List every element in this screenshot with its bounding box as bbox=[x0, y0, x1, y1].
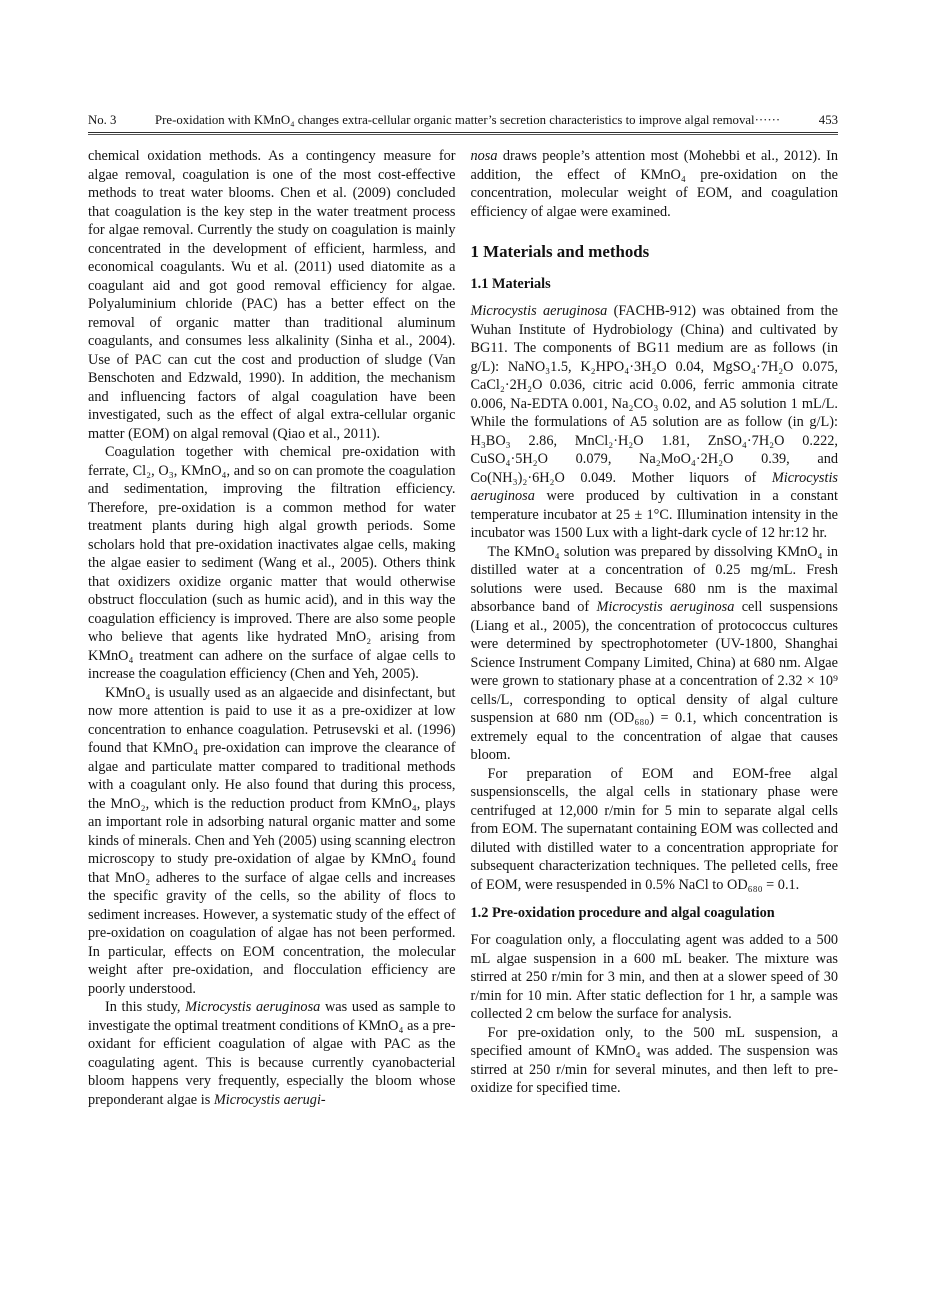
text-run: (FACHB-912) was obtained from the Wuhan Institute of Hydrobiology (China) and cultivated by BG11. The components of BG11 medium are as follows (in g/L): NaNO₃1.5, K₂HPO₄·3H₂O 0.04, MgSO₄·7H₂O 0.075, CaCl₂·2H₂O 0.036, citric acid 0.006, ferric ammonia citrate 0.006, Na-EDTA 0.001, Na₂CO₃ 0.02, and A5 solution 1 mL/L. While the formulations of A5 solution are as follow (in g/L): H₃BO₃ 2.86, MnCl₂·H₂O 1.81, ZnSO₄·7H₂O 0.222, CuSO₄·5H₂O 0.079, Na₂MoO₄·2H₂O 0.39, and Co(NH₃)₂·6H₂O 0.049. Mother liquors of bbox=[470, 303, 838, 486]
paragraph bbox=[471, 302, 839, 543]
text-run: For pre-oxidation only, to the 500 mL suspension, a specified amount of KMnO₄ was added. The suspension was stirred at 250 r/min for several minutes, and then left to pre-oxidize for specified time. bbox=[470, 1024, 838, 1096]
paragraph bbox=[88, 998, 456, 1109]
issue-number: No. 3 bbox=[88, 113, 117, 127]
text-run: cell suspensions (Liang et al., 2005), the concentration of protococcus cultures were determined by spectrophotometer (UV-1800, Shanghai Science Instrument Company Limited, China) at 680 nm. Algae were grown to stationary phase at a concentration of 2.32 × 10⁹ cells/L, corresponding to optical density of algal culture suspension at 680 nm (OD₆₈₀) = 0.1, which concentration is extremely equal to the concentration of algae that causes bloom. bbox=[470, 599, 838, 763]
italic-species-name: Microcystis aeruginosa bbox=[470, 303, 608, 319]
paragraph bbox=[471, 765, 839, 895]
text-run: chemical oxidation methods. As a contingency measure for algae removal, coagulation is one of the most cost-effective methods to treat water blooms. Chen et al. (2009) concluded that coagulation is the key step in the water treatment process for algae removal. Currently the study on coagulation is mainly concentrated in the development of efficient, harmless, and economical coagulants. Wu et al. (2011) used diatomite as a coagulant aid and got good removal efficiency for algae. Polyaluminium chloride (PAC) has a better effect on the removal of organic matter than traditional aluminum coagulants, and consumes less alkalinity (Sinha et al., 2004). Use of PAC can cut the cost and production of sludge (Van Benschoten and Edzwald, 1990). In addition, the mechanism and influencing factors of algal coagulation have been investigated, such as the effect of algal extra-cellular organic matter (EOM) on algal removal (Qiao et al., 2011). bbox=[88, 148, 456, 442]
italic-species-name: Microcystis aeruginosa bbox=[470, 469, 838, 504]
page-number: 453 bbox=[818, 113, 838, 127]
left-column bbox=[88, 147, 456, 1109]
paragraph bbox=[471, 1024, 839, 1098]
text-run: were produced by cultivation in a constant temperature incubator at 25 ± 1°C. Illumination intensity in the incubator was 1500 Lux with a light-dark cycle of 12 hr:12 hr. bbox=[470, 488, 838, 541]
text-run: Coagulation together with chemical pre-oxidation with ferrate, Cl₂, O₃, KMnO₄, and so on can promote the coagulation and sedimentation, improving the filtration efficiency. Therefore, pre-oxidation is a common method for water treatment plants during high algal growth periods. Some scholars hold that pre-oxidation inactivates algae cells, making the algae easier to sediment (Wang et al., 2005). Others think that oxidizers oxidize organic matter that would otherwise obstruct flocculation (such as humic acid), and in this way the coagulation efficiency is improved. There are also some people who believe that agents like hydrated MnO₂ arising from KMnO₄ treatment can adhere on the surface of algae cells to increase the coagulation efficiency (Chen and Yeh, 2005). bbox=[88, 444, 456, 682]
running-title: Pre-oxidation with KMnO₄ changes extra-cellular organic matter’s secretion characteristics to improve algal removal······ bbox=[155, 113, 781, 127]
paragraph bbox=[471, 147, 839, 221]
text-run: For preparation of EOM and EOM-free algal suspensionscells, the algal cells in stationary phase were centrifuged at 12,000 r/min for 5 min to separate algal cells from EOM. The supernatant containing EOM was collected and diluted with distilled water to a concentration appropriate for subsequent characterization techniques. The pelleted cells, free of EOM, were resuspended in 0.5% NaCl to OD₆₈₀ = 0.1. bbox=[470, 765, 838, 893]
text-run: For coagulation only, a flocculating agent was added to a 500 mL algae suspension in a 600 mL beaker. The mixture was stirred at 250 r/min for 3 min, and then at a slower speed of 30 r/min for 10 min. After static deflection for 1 hr, a sample was collected 2 cm below the surface for analysis. bbox=[470, 932, 838, 1022]
italic-species-name: nosa bbox=[470, 148, 498, 164]
text-run: In this study, bbox=[105, 999, 186, 1015]
italic-species-name: Microcystis aeruginosa bbox=[185, 999, 321, 1015]
right-column bbox=[471, 147, 839, 1109]
running-header bbox=[88, 113, 838, 128]
italic-species-name: Microcystis aerugi- bbox=[213, 1091, 326, 1108]
text-run: KMnO₄ is usually used as an algaecide and disinfectant, but now more attention is paid to use it as a pre-oxidizer at low concentration to enhance coagulation. Petrusevski et al. (1996) found that KMnO₄ pre-oxidation can improve the clearance of algae and particulate matter compared to traditional methods with a coagulant only. He also found that during this process, the MnO₂, which is the reduction product from KMnO₄, plays an important role in adsorbing natural organic matter and some kinds of minerals. Chen and Yeh (2005) using scanning electron microscopy to study pre-oxidation of algae by KMnO₄ found that MnO₂ adheres to the surface of algae cells and increases the specific gravity of the cells, so the ability of flocs to sediment increases. However, a systematic study of the effect of pre-oxidation on coagulation of algae has not been performed. In particular, effects on EOM concentration, the molecular weight after pre-oxidation, and flocculation efficiency are poorly understood. bbox=[88, 684, 456, 997]
paragraph bbox=[471, 931, 839, 1024]
subsection-heading: 1.2 Pre-oxidation procedure and algal coagulation bbox=[470, 905, 775, 921]
paragraph bbox=[88, 443, 456, 684]
paragraph bbox=[471, 543, 839, 765]
text-run: draws people’s attention most (Mohebbi et al., 2012). In addition, the effect of KMnO₄ pre-oxidation on the concentration, molecular weight of EOM, and coagulation efficiency of algae were examined. bbox=[470, 148, 838, 220]
section-heading: 1 Materials and methods bbox=[470, 242, 650, 261]
italic-species-name: Microcystis aeruginosa bbox=[596, 599, 735, 615]
text-run: The KMnO₄ solution was prepared by dissolving KMnO₄ in distilled water at a concentration of 0.25 mg/mL. Fresh solutions were used. Because 680 nm is the maximal absorbance band of bbox=[470, 543, 838, 615]
paragraph bbox=[88, 147, 456, 443]
header-rule bbox=[88, 132, 838, 135]
two-column-body bbox=[88, 147, 838, 1109]
subsection-heading: 1.1 Materials bbox=[470, 276, 551, 292]
paragraph bbox=[88, 684, 456, 999]
text-run: was used as sample to investigate the optimal treatment conditions of KMnO₄ as a pre-oxidant for efficient coagulation of algae with PAC as the coagulating agent. This is because currently cyanobacterial bloom happens very frequently, especially the bloom whose preponderant algae is bbox=[88, 999, 456, 1108]
